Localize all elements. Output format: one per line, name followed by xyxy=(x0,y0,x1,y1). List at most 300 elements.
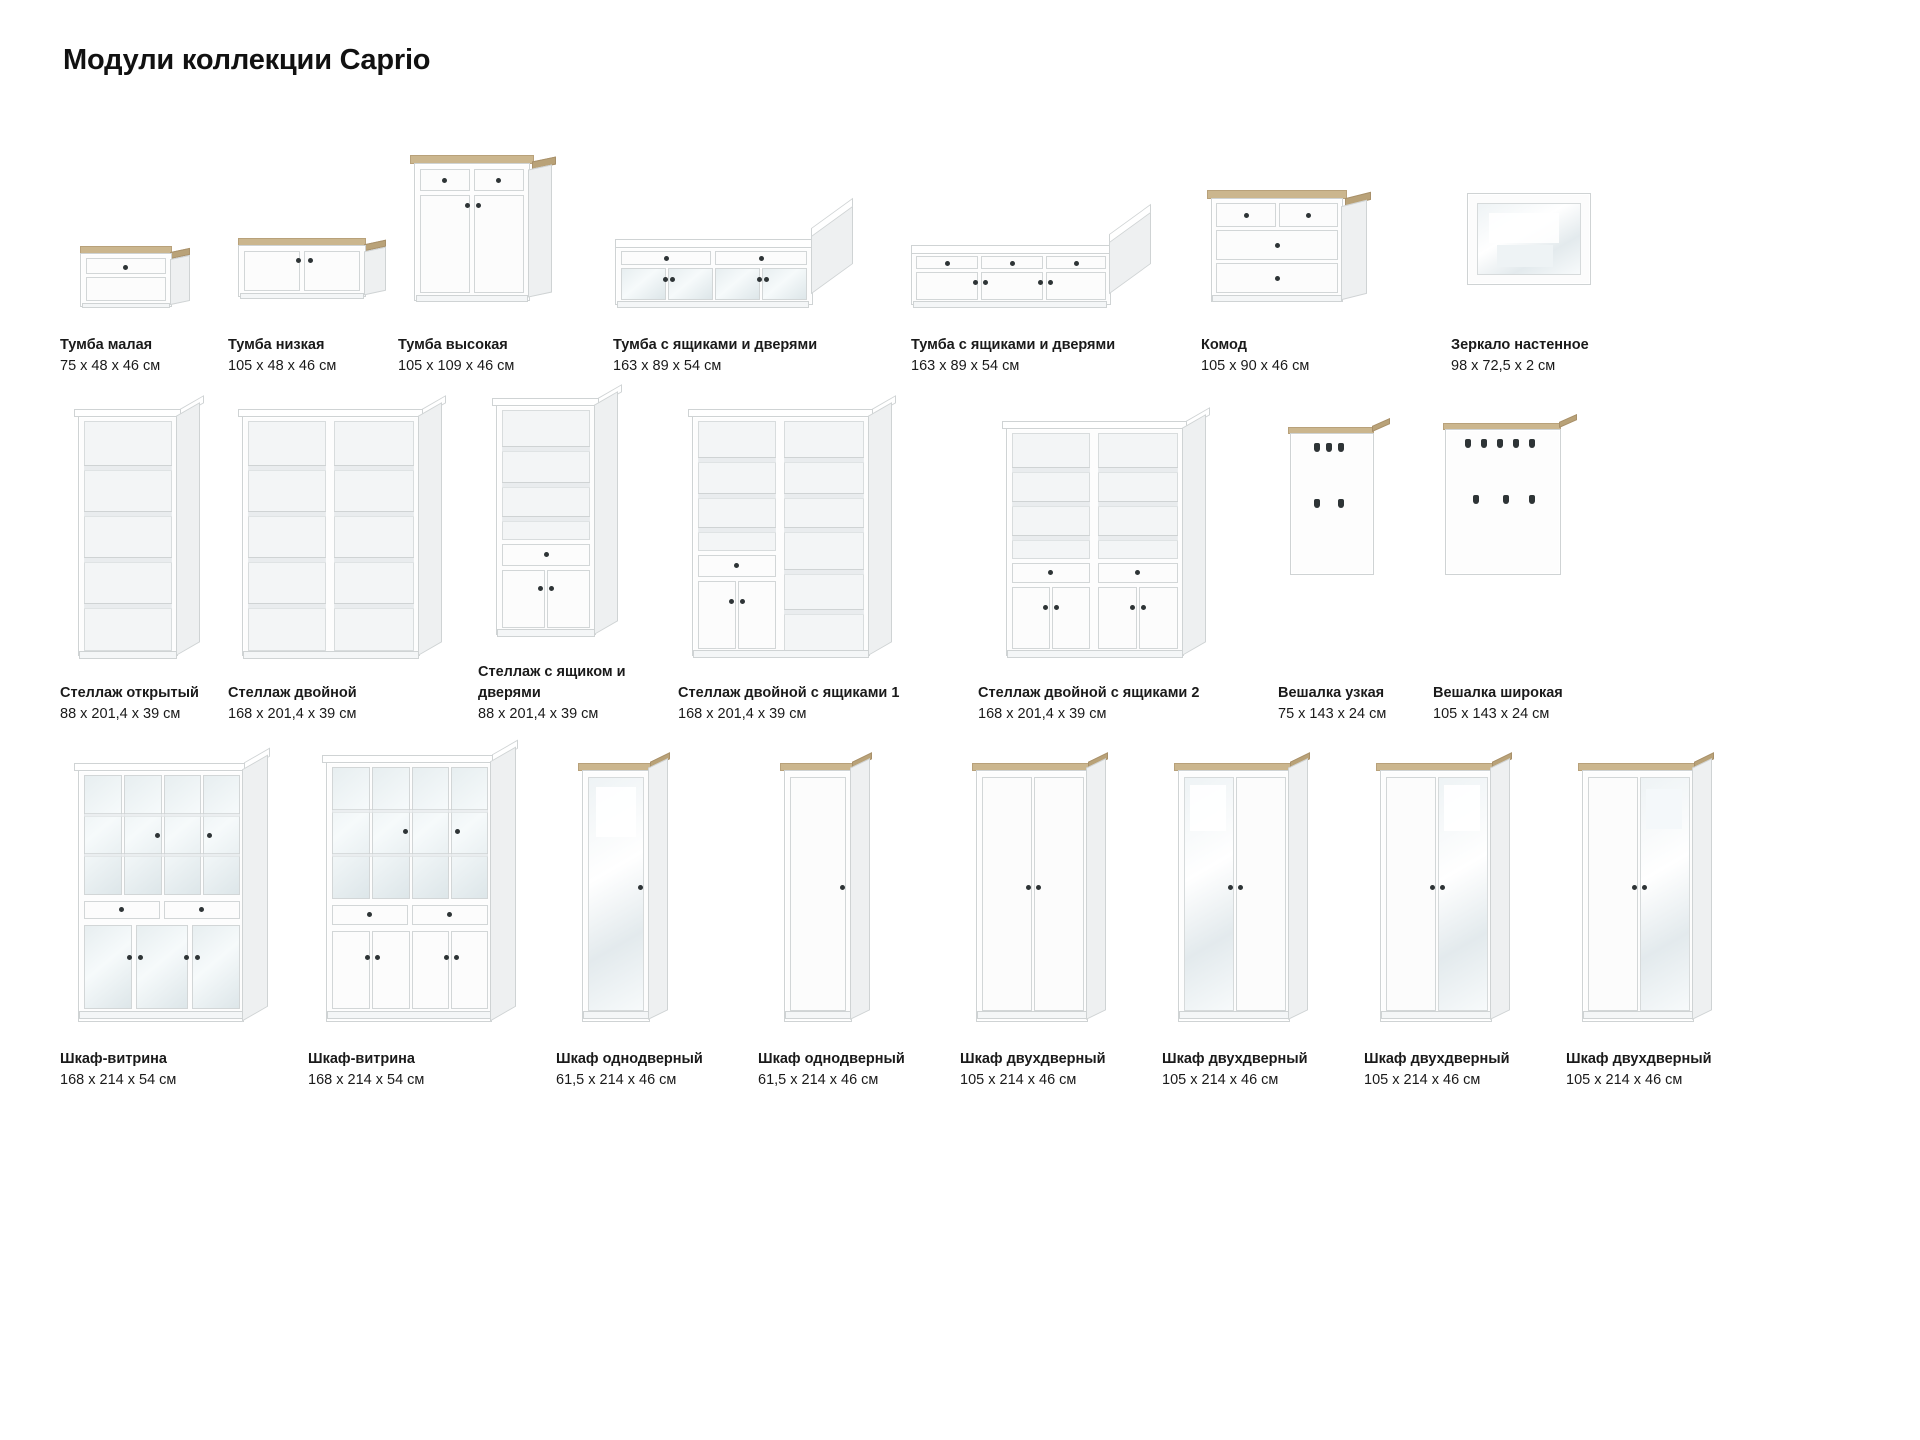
product-name: Тумба с ящиками и дверями xyxy=(613,336,818,353)
product-image-veshalka-shirokaya xyxy=(1433,399,1613,669)
knob-drawer-left xyxy=(1048,570,1053,575)
knob-door-left xyxy=(1430,885,1435,890)
product-name: Тумба высокая xyxy=(398,336,508,353)
knob-drawer-right xyxy=(1135,570,1140,575)
product-caption xyxy=(1201,335,1451,377)
door-2 xyxy=(1052,587,1090,649)
cabinet-side xyxy=(490,746,516,1021)
product-row-2 xyxy=(60,455,1860,725)
hook-5 xyxy=(1529,439,1535,448)
knob-door-3 xyxy=(757,277,762,282)
knob-door-3 xyxy=(1130,605,1135,610)
knob-door xyxy=(638,885,643,890)
product-caption xyxy=(478,662,678,725)
product-caption xyxy=(556,1049,758,1091)
plinth xyxy=(617,301,809,308)
knob-lower-2 xyxy=(138,955,143,960)
product-cell[interactable] xyxy=(911,131,1201,377)
mirror-reflection xyxy=(1190,785,1226,831)
glass-shelf-2 xyxy=(332,853,488,857)
product-dims: 105 x 214 x 46 см xyxy=(1162,1071,1279,1088)
product-image-shkaf-dvuhdvernyy-glass-2 xyxy=(1566,745,1768,1035)
oak-top-side xyxy=(1559,414,1577,428)
product-dims: 61,5 x 214 x 46 см xyxy=(758,1071,879,1088)
product-name: Шкаф двухдверный xyxy=(960,1050,1106,1067)
hook-7 xyxy=(1503,495,1509,504)
door-left xyxy=(1386,777,1436,1011)
knob-door-2 xyxy=(983,280,988,285)
glass-door-1 xyxy=(332,767,370,899)
lower-glass-1 xyxy=(84,925,132,1009)
glass-shelf-1 xyxy=(332,809,488,813)
knob-door-right xyxy=(549,586,554,591)
product-dims: 105 x 214 x 46 см xyxy=(1364,1071,1481,1088)
plinth xyxy=(1007,650,1183,658)
product-cell[interactable] xyxy=(1278,399,1433,725)
knob-1 xyxy=(1244,213,1249,218)
knob-door-left xyxy=(465,203,470,208)
product-dims: 105 x 48 x 46 см xyxy=(228,357,337,374)
door-1 xyxy=(1012,587,1050,649)
door-2 xyxy=(372,931,410,1009)
shelf-l4 xyxy=(248,603,326,609)
shelf-r1 xyxy=(784,457,864,463)
door-right xyxy=(1034,777,1084,1011)
shelf-interior-right xyxy=(784,421,864,651)
knob-door-left xyxy=(1228,885,1233,890)
door-2 xyxy=(981,272,1043,300)
product-caption xyxy=(911,335,1201,377)
product-image-tumba-nizkaya xyxy=(228,131,398,321)
product-caption xyxy=(60,1049,308,1091)
product-caption xyxy=(398,335,613,377)
shelf-1 xyxy=(84,465,172,471)
plinth xyxy=(693,650,869,658)
knob xyxy=(123,265,128,270)
knob-lower-4 xyxy=(195,955,200,960)
product-cell[interactable] xyxy=(556,745,758,1091)
product-caption xyxy=(1433,683,1613,725)
knob-door-right xyxy=(1440,885,1445,890)
product-image-shkaf-dvuhdvernyy-mirror xyxy=(1364,745,1566,1035)
knob-door-left xyxy=(1632,885,1637,890)
door-right xyxy=(474,195,524,293)
door-left xyxy=(1588,777,1638,1011)
knob-drawer-right xyxy=(199,907,204,912)
product-name: Стеллаж двойной с ящиками 1 xyxy=(678,684,900,701)
product-cell[interactable] xyxy=(1162,745,1364,1091)
product-caption xyxy=(60,335,228,377)
shelf-r2 xyxy=(784,493,864,499)
product-name: Вешалка широкая xyxy=(1433,684,1563,701)
product-dims: 88 x 201,4 x 39 см xyxy=(60,705,181,722)
hook-2 xyxy=(1481,439,1487,448)
product-dims: 98 x 72,5 x 2 см xyxy=(1451,357,1556,374)
product-name: Шкаф однодверный xyxy=(758,1050,905,1067)
shelf-l2 xyxy=(698,493,776,499)
product-cell[interactable] xyxy=(978,399,1278,725)
shelf-r1 xyxy=(1098,467,1178,473)
mirror-reflection-2 xyxy=(1497,245,1553,267)
knob-drawer-left xyxy=(367,912,372,917)
cabinet-side xyxy=(648,758,668,1020)
mirror-reflection xyxy=(596,787,636,837)
plinth xyxy=(1583,1011,1693,1019)
knob-drawer-right xyxy=(759,256,764,261)
product-name: Тумба низкая xyxy=(228,336,325,353)
knob-door-1 xyxy=(1043,605,1048,610)
product-caption xyxy=(308,1049,556,1091)
knob-door-left xyxy=(538,586,543,591)
plinth xyxy=(977,1011,1087,1019)
product-name: Шкаф двухдверный xyxy=(1162,1050,1308,1067)
product-image-stellazh-otkrytyy xyxy=(60,399,228,669)
shelf-r2 xyxy=(334,511,414,517)
knob-vitrina-left xyxy=(403,829,408,834)
plinth xyxy=(1179,1011,1289,1019)
product-image-shkaf-vitrina-2 xyxy=(308,745,556,1035)
cabinet-side xyxy=(242,754,268,1021)
knob-drawer xyxy=(544,552,549,557)
door-3 xyxy=(1098,587,1137,649)
product-name: Тумба с ящиками и дверями xyxy=(911,336,1116,353)
hook-1 xyxy=(1465,439,1471,448)
hook-6 xyxy=(1473,495,1479,504)
product-image-shkaf-dvuhdvernyy xyxy=(960,745,1162,1035)
cabinet-side xyxy=(1086,758,1106,1020)
product-caption xyxy=(978,683,1278,725)
product-image-stellazh-yashik-dveri xyxy=(478,378,678,648)
product-dims: 163 x 89 x 54 см xyxy=(613,357,722,374)
door-front xyxy=(790,777,846,1011)
door-right xyxy=(547,570,590,628)
shelf-side xyxy=(418,402,442,656)
product-dims: 168 x 214 x 54 см xyxy=(60,1071,177,1088)
knob-vitrina-right xyxy=(207,833,212,838)
door-3 xyxy=(1046,272,1106,300)
product-cell[interactable] xyxy=(228,399,478,725)
knob-door-4 xyxy=(1141,605,1146,610)
plinth xyxy=(82,303,170,308)
product-caption xyxy=(758,1049,960,1091)
product-caption xyxy=(1278,683,1433,725)
door-left xyxy=(420,195,470,293)
product-cell[interactable] xyxy=(678,399,978,725)
shelf-2 xyxy=(502,482,590,488)
product-cell[interactable] xyxy=(1566,745,1768,1091)
product-name: Тумба малая xyxy=(60,336,153,353)
shelf-r2 xyxy=(1098,501,1178,507)
product-dims: 168 x 214 x 54 см xyxy=(308,1071,425,1088)
product-name: Стеллаж открытый xyxy=(60,684,199,701)
product-cell[interactable] xyxy=(1201,131,1451,377)
product-image-tumba-malaya xyxy=(60,131,228,321)
shelf-side xyxy=(868,402,892,656)
shelf-l3 xyxy=(1012,535,1090,541)
glass-shelf-1 xyxy=(84,813,240,817)
product-caption xyxy=(1451,335,1661,377)
shelf-interior xyxy=(84,421,172,651)
product-image-stellazh-dvoynoy xyxy=(228,399,478,669)
knob-door-2 xyxy=(670,277,675,282)
glass-shelf-2 xyxy=(84,853,240,857)
product-name: Шкаф двухдверный xyxy=(1364,1050,1510,1067)
cabinet-side xyxy=(1288,758,1308,1020)
door-right xyxy=(1236,777,1286,1011)
product-image-stellazh-dvoynoy-yashiki-2 xyxy=(978,399,1278,669)
product-name: Шкаф-витрина xyxy=(308,1050,415,1067)
knob-door-4 xyxy=(1048,280,1053,285)
shelf-interior-right xyxy=(334,421,414,651)
plinth xyxy=(1212,295,1342,302)
mirror-reflection xyxy=(1444,785,1480,831)
product-dims: 105 x 214 x 46 см xyxy=(1566,1071,1683,1088)
shelf-l1 xyxy=(248,465,326,471)
knob-door-left xyxy=(1026,885,1031,890)
product-image-shkaf-odnodvernyy-glass xyxy=(556,745,758,1035)
door-4 xyxy=(451,931,488,1009)
shelf-side xyxy=(594,391,618,635)
product-cell[interactable] xyxy=(1364,745,1566,1091)
hook-4 xyxy=(1314,499,1320,508)
knob-vitrina-right xyxy=(455,829,460,834)
cabinet-side xyxy=(170,255,190,305)
product-image-veshalka-uzkaya xyxy=(1278,399,1433,669)
knob-door-2 xyxy=(375,955,380,960)
product-cell[interactable] xyxy=(398,131,613,377)
product-name: Стеллаж с ящиком и дверями xyxy=(478,663,626,701)
product-caption xyxy=(1364,1049,1566,1091)
knob-drawer-1 xyxy=(945,261,950,266)
knob-4 xyxy=(1275,276,1280,281)
product-caption xyxy=(1162,1049,1364,1091)
plinth xyxy=(240,293,364,299)
hook-2 xyxy=(1326,443,1332,452)
product-caption xyxy=(60,683,228,725)
knob-door-4 xyxy=(764,277,769,282)
shelf-l2 xyxy=(1012,501,1090,507)
oak-top-side xyxy=(1372,418,1390,432)
lower-glass-2 xyxy=(136,925,188,1009)
door-left xyxy=(244,251,300,291)
product-cell[interactable] xyxy=(60,399,228,725)
mirror-reflection xyxy=(1646,789,1682,829)
product-caption xyxy=(1566,1049,1768,1091)
product-dims: 163 x 89 x 54 см xyxy=(911,357,1020,374)
product-dims: 105 x 109 x 46 см xyxy=(398,357,515,374)
product-dims: 61,5 x 214 x 46 см xyxy=(556,1071,677,1088)
product-dims: 168 x 201,4 x 39 см xyxy=(228,705,357,722)
glass-door-3 xyxy=(412,767,449,899)
plinth xyxy=(1381,1011,1491,1019)
product-dims: 105 x 214 x 46 см xyxy=(960,1071,1077,1088)
shelf-r3 xyxy=(784,527,864,533)
knob-door-1 xyxy=(663,277,668,282)
cabinet-side xyxy=(364,247,386,296)
panel-body xyxy=(1290,433,1374,575)
knob-door-2 xyxy=(1054,605,1059,610)
product-cell[interactable] xyxy=(1451,131,1661,377)
product-name: Шкаф двухдверный xyxy=(1566,1050,1712,1067)
shelf-r3 xyxy=(1098,535,1178,541)
knob-drawer-left xyxy=(442,178,447,183)
plinth xyxy=(79,651,177,659)
door-front xyxy=(86,277,166,301)
knob-lower-3 xyxy=(184,955,189,960)
shelf-3 xyxy=(84,557,172,563)
shelf-side xyxy=(176,402,200,656)
product-name: Вешалка узкая xyxy=(1278,684,1385,701)
door-left xyxy=(698,581,736,649)
shelf-l3 xyxy=(248,557,326,563)
product-name: Шкаф-витрина xyxy=(60,1050,167,1067)
hook-3 xyxy=(1497,439,1503,448)
glass-door-4 xyxy=(762,268,807,300)
plinth xyxy=(913,301,1107,308)
shelf-l2 xyxy=(248,511,326,517)
knob-door-right xyxy=(740,599,745,604)
shelf-r1 xyxy=(334,465,414,471)
glass-door-1 xyxy=(84,775,122,895)
shelf-r5 xyxy=(784,609,864,615)
shelf-interior-left xyxy=(248,421,326,651)
knob-door-4 xyxy=(454,955,459,960)
product-cell[interactable] xyxy=(308,745,556,1091)
knob-drawer xyxy=(734,563,739,568)
knob-drawer-left xyxy=(119,907,124,912)
knob-drawer-3 xyxy=(1074,261,1079,266)
product-dims: 168 x 201,4 x 39 см xyxy=(978,705,1107,722)
door-left xyxy=(502,570,545,628)
door-1 xyxy=(916,272,978,300)
product-cell[interactable] xyxy=(228,131,398,377)
product-cell[interactable] xyxy=(960,745,1162,1091)
product-image-tumba-yashiki-dveri-glass xyxy=(613,131,911,321)
lower-glass-3 xyxy=(192,925,240,1009)
glass-door-1 xyxy=(621,268,666,300)
shelf-r4 xyxy=(784,569,864,575)
hook-4 xyxy=(1513,439,1519,448)
product-name: Стеллаж двойной xyxy=(228,684,357,701)
product-dims: 88 x 201,4 x 39 см xyxy=(478,705,599,722)
product-image-shkaf-dvuhdvernyy-glass-1 xyxy=(1162,745,1364,1035)
shelf-l1 xyxy=(698,457,776,463)
product-dims: 75 x 143 x 24 см xyxy=(1278,705,1387,722)
glass-door-3 xyxy=(164,775,201,895)
shelf-2 xyxy=(84,511,172,517)
product-dims: 75 x 48 x 46 см xyxy=(60,357,161,374)
product-row-3 xyxy=(60,801,1860,1091)
knob-door-right xyxy=(476,203,481,208)
knob-drawer-right xyxy=(447,912,452,917)
product-cell[interactable] xyxy=(60,745,308,1091)
knob-door-3 xyxy=(1038,280,1043,285)
product-dims: 168 x 201,4 x 39 см xyxy=(678,705,807,722)
door-right xyxy=(738,581,776,649)
knob-door-right xyxy=(1238,885,1243,890)
hook-5 xyxy=(1338,499,1344,508)
product-image-komod xyxy=(1201,131,1451,321)
product-image-shkaf-odnodvernyy xyxy=(758,745,960,1035)
product-caption xyxy=(613,335,911,377)
product-name: Комод xyxy=(1201,336,1247,353)
door-3 xyxy=(412,931,449,1009)
shelf-r4 xyxy=(334,603,414,609)
product-name: Шкаф однодверный xyxy=(556,1050,703,1067)
hook-1 xyxy=(1314,443,1320,452)
shelf-1 xyxy=(502,446,590,452)
product-caption xyxy=(960,1049,1162,1091)
product-image-zerkalo xyxy=(1451,131,1661,321)
plinth xyxy=(785,1011,851,1019)
hook-8 xyxy=(1529,495,1535,504)
shelf-4 xyxy=(84,603,172,609)
product-dims: 105 x 143 x 24 см xyxy=(1433,705,1550,722)
shelf-3 xyxy=(502,516,590,522)
product-name: Стеллаж двойной с ящиками 2 xyxy=(978,684,1200,701)
product-dims: 105 x 90 x 46 см xyxy=(1201,357,1310,374)
knob-door-right xyxy=(1036,885,1041,890)
product-caption xyxy=(228,335,398,377)
glass-door-2 xyxy=(668,268,713,300)
product-cell[interactable] xyxy=(60,131,228,377)
knob-2 xyxy=(1306,213,1311,218)
cabinet-side xyxy=(528,164,552,297)
cabinet-side xyxy=(850,758,870,1020)
door-right xyxy=(304,251,360,291)
knob-door-1 xyxy=(973,280,978,285)
knob-lower-1 xyxy=(127,955,132,960)
knob-door-left xyxy=(729,599,734,604)
hook-3 xyxy=(1338,443,1344,452)
shelf-side xyxy=(1182,414,1206,656)
product-name: Зеркало настенное xyxy=(1451,336,1589,353)
product-cell[interactable] xyxy=(478,378,678,725)
door-4 xyxy=(1139,587,1178,649)
knob-vitrina-left xyxy=(155,833,160,838)
door-1 xyxy=(332,931,370,1009)
cabinet-side xyxy=(1341,200,1367,300)
knob-left xyxy=(296,258,301,263)
plinth xyxy=(327,1011,491,1019)
product-image-tumba-vysokaya xyxy=(398,131,613,321)
knob-drawer-left xyxy=(664,256,669,261)
plinth xyxy=(243,651,419,659)
knob-door xyxy=(840,885,845,890)
mirror-reflection xyxy=(1489,213,1559,243)
knob-3 xyxy=(1275,243,1280,248)
shelf-r3 xyxy=(334,557,414,563)
plinth xyxy=(497,629,595,637)
product-cell[interactable] xyxy=(1433,399,1613,725)
glass-door-3 xyxy=(715,268,760,300)
plinth xyxy=(583,1011,649,1019)
product-image-tumba-yashiki-dveri xyxy=(911,131,1201,321)
knob-door-3 xyxy=(444,955,449,960)
product-cell[interactable] xyxy=(613,131,911,377)
plinth xyxy=(416,295,528,302)
cabinet-side xyxy=(1692,758,1712,1020)
door-left xyxy=(982,777,1032,1011)
plinth xyxy=(79,1011,243,1019)
shelf-l3 xyxy=(698,527,776,533)
knob-door-1 xyxy=(365,955,370,960)
knob-door-right xyxy=(1642,885,1647,890)
product-image-stellazh-dvoynoy-yashiki-1 xyxy=(678,399,978,669)
product-caption xyxy=(678,683,978,725)
product-cell[interactable] xyxy=(758,745,960,1091)
product-image-shkaf-vitrina-1 xyxy=(60,745,308,1035)
